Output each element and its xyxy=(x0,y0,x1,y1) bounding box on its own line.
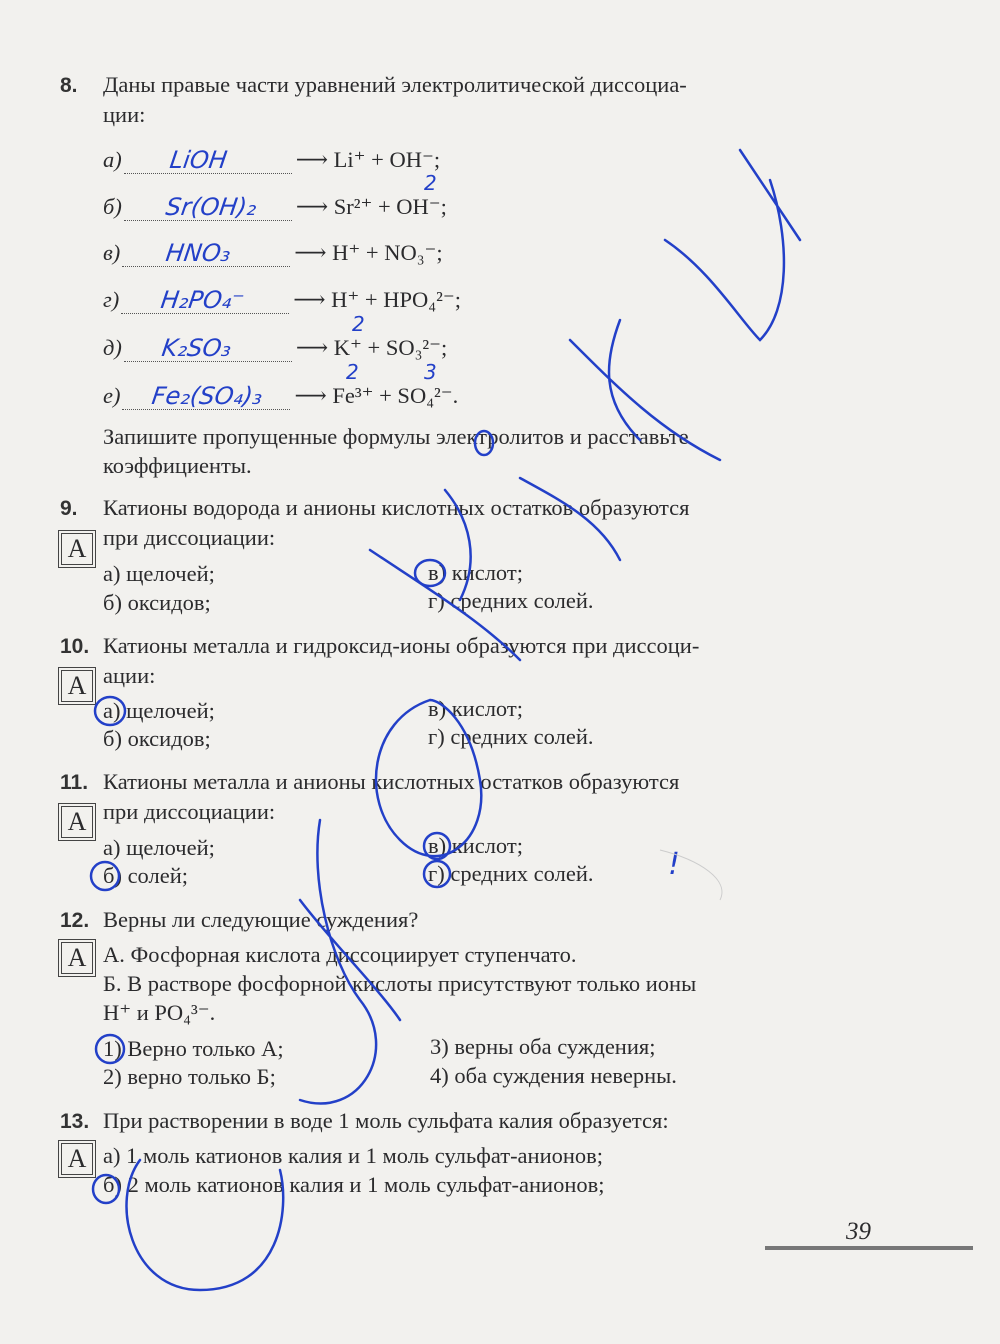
answer-blank[interactable] xyxy=(124,194,292,221)
q8-instruction-cont: коэффициенты. xyxy=(103,453,252,478)
handwritten-answer-a: LiOH xyxy=(167,146,229,174)
q8-instruction: Запишите пропущенные формулы электролитов и расставьте xyxy=(103,424,689,449)
answer-blank[interactable] xyxy=(124,335,292,362)
equation-rhs: ⟶ Li⁺ + OH⁻; xyxy=(295,147,441,172)
item-label: д) xyxy=(103,335,122,360)
level-badge: А xyxy=(61,1143,93,1175)
equation-rhs: ⟶ H⁺ + HPO₄²⁻; xyxy=(293,287,461,312)
q10-text: Катионы металла и гидроксид-ионы образуются при диссоци- xyxy=(103,633,700,658)
level-badge: А xyxy=(61,942,93,974)
q9-text-cont: при диссоциации: xyxy=(103,525,276,550)
option-2[interactable]: 2) верно только Б; xyxy=(103,1064,276,1089)
pen-stroke xyxy=(665,150,800,340)
handwritten-coefficient: 3 xyxy=(424,360,437,384)
level-badge: А xyxy=(61,806,93,838)
q12-number: 12. xyxy=(60,909,90,932)
answer-blank[interactable] xyxy=(121,287,289,314)
page-footer-rule xyxy=(765,1246,973,1250)
page-number: 39 xyxy=(846,1218,871,1245)
q11-text: Катионы металла и анионы кислотных остатков образуются xyxy=(103,769,680,794)
option-a[interactable]: а) щелочей; xyxy=(103,561,215,586)
option-g[interactable]: г) средних солей. xyxy=(428,724,594,749)
answer-blank[interactable] xyxy=(124,147,292,174)
item-label: г) xyxy=(103,287,120,312)
handwritten-answer-v: HNO₃ xyxy=(164,239,233,267)
q8-item-v xyxy=(103,239,443,267)
q8-text: Даны правые части уравнений электролитической диссоциа- xyxy=(103,72,687,97)
level-badge: А xyxy=(61,670,93,702)
option-3[interactable]: 3) верны оба суждения; xyxy=(430,1034,656,1059)
option-b-selected[interactable]: б) 2 моль катионов калия и 1 моль сульфат-анионов; xyxy=(103,1172,605,1197)
item-label: е) xyxy=(103,383,121,408)
option-v[interactable]: в) кислот; xyxy=(428,833,523,858)
handwritten-answer-g: H₂PO₄⁻ xyxy=(159,286,247,314)
option-1-selected[interactable]: 1) Верно только А; xyxy=(103,1036,284,1061)
q8-item-e xyxy=(103,382,458,410)
q8-item-g xyxy=(103,286,461,314)
q13-text: При растворении в воде 1 моль сульфата калия образуется: xyxy=(103,1108,669,1133)
statement-b-cont: H⁺ и PO₄³⁻. xyxy=(103,1000,216,1025)
q9-text: Катионы водорода и анионы кислотных остатков образуются xyxy=(103,495,690,520)
q13-number: 13. xyxy=(60,1110,90,1133)
equation-rhs: ⟶ Sr²⁺ + OH⁻; xyxy=(295,194,447,219)
equation-rhs: ⟶ H⁺ + NO₃⁻; xyxy=(294,240,443,265)
option-4[interactable]: 4) оба суждения неверны. xyxy=(430,1063,677,1088)
answer-blank[interactable] xyxy=(122,383,290,410)
statement-a: А. Фосфорная кислота диссоциирует ступенчато. xyxy=(103,942,577,967)
option-g[interactable]: г) средних солей. xyxy=(428,588,594,613)
statement-b: Б. В растворе фосфорной кислоты присутствуют только ионы xyxy=(103,971,697,996)
option-b[interactable]: б) оксидов; xyxy=(103,726,211,751)
equation-rhs: ⟶ K⁺ + SO₃²⁻; xyxy=(295,335,448,360)
handwritten-coefficient: 2 xyxy=(352,312,365,336)
q10-text-cont: ации: xyxy=(103,663,156,688)
option-b-selected[interactable]: б) солей; xyxy=(103,863,189,888)
option-v-selected[interactable]: в) кислот; xyxy=(428,560,523,585)
handwritten-exclamation: ! xyxy=(668,847,681,882)
handwritten-coefficient: 2 xyxy=(346,360,359,384)
q11-text-cont: при диссоциации: xyxy=(103,799,276,824)
q8-text-cont: ции: xyxy=(103,102,146,127)
option-a[interactable]: а) щелочей; xyxy=(103,835,215,860)
handwritten-answer-b: Sr(OH)₂ xyxy=(163,193,259,221)
option-b[interactable]: б) оксидов; xyxy=(103,590,211,615)
option-a[interactable]: а) 1 моль катионов калия и 1 моль сульфат-анионов; xyxy=(103,1143,604,1168)
level-badge: А xyxy=(61,533,93,565)
q10-number: 10. xyxy=(60,635,90,658)
handwritten-answer-d: K₂SO₃ xyxy=(159,334,233,362)
q11-number: 11. xyxy=(60,771,89,794)
q8-item-b xyxy=(103,193,447,221)
q8-item-a xyxy=(103,146,440,174)
option-a-selected[interactable]: а) щелочей; xyxy=(103,698,215,723)
answer-blank[interactable] xyxy=(122,240,290,267)
equation-rhs: ⟶ Fe³⁺ + SO₄²⁻. xyxy=(294,383,459,408)
q8-number: 8. xyxy=(60,74,78,97)
item-label: а) xyxy=(103,147,122,172)
item-label: б) xyxy=(103,194,122,219)
option-g[interactable]: г) средних солей. xyxy=(428,861,594,886)
option-v[interactable]: в) кислот; xyxy=(428,696,523,721)
item-label: в) xyxy=(103,240,121,265)
q9-number: 9. xyxy=(60,497,78,520)
handwritten-answer-e: Fe₂(SO₄)₃ xyxy=(150,382,265,410)
handwritten-coefficient: 2 xyxy=(424,171,437,195)
q8-item-d xyxy=(103,334,447,362)
q12-text: Верны ли следующие суждения? xyxy=(103,907,419,932)
